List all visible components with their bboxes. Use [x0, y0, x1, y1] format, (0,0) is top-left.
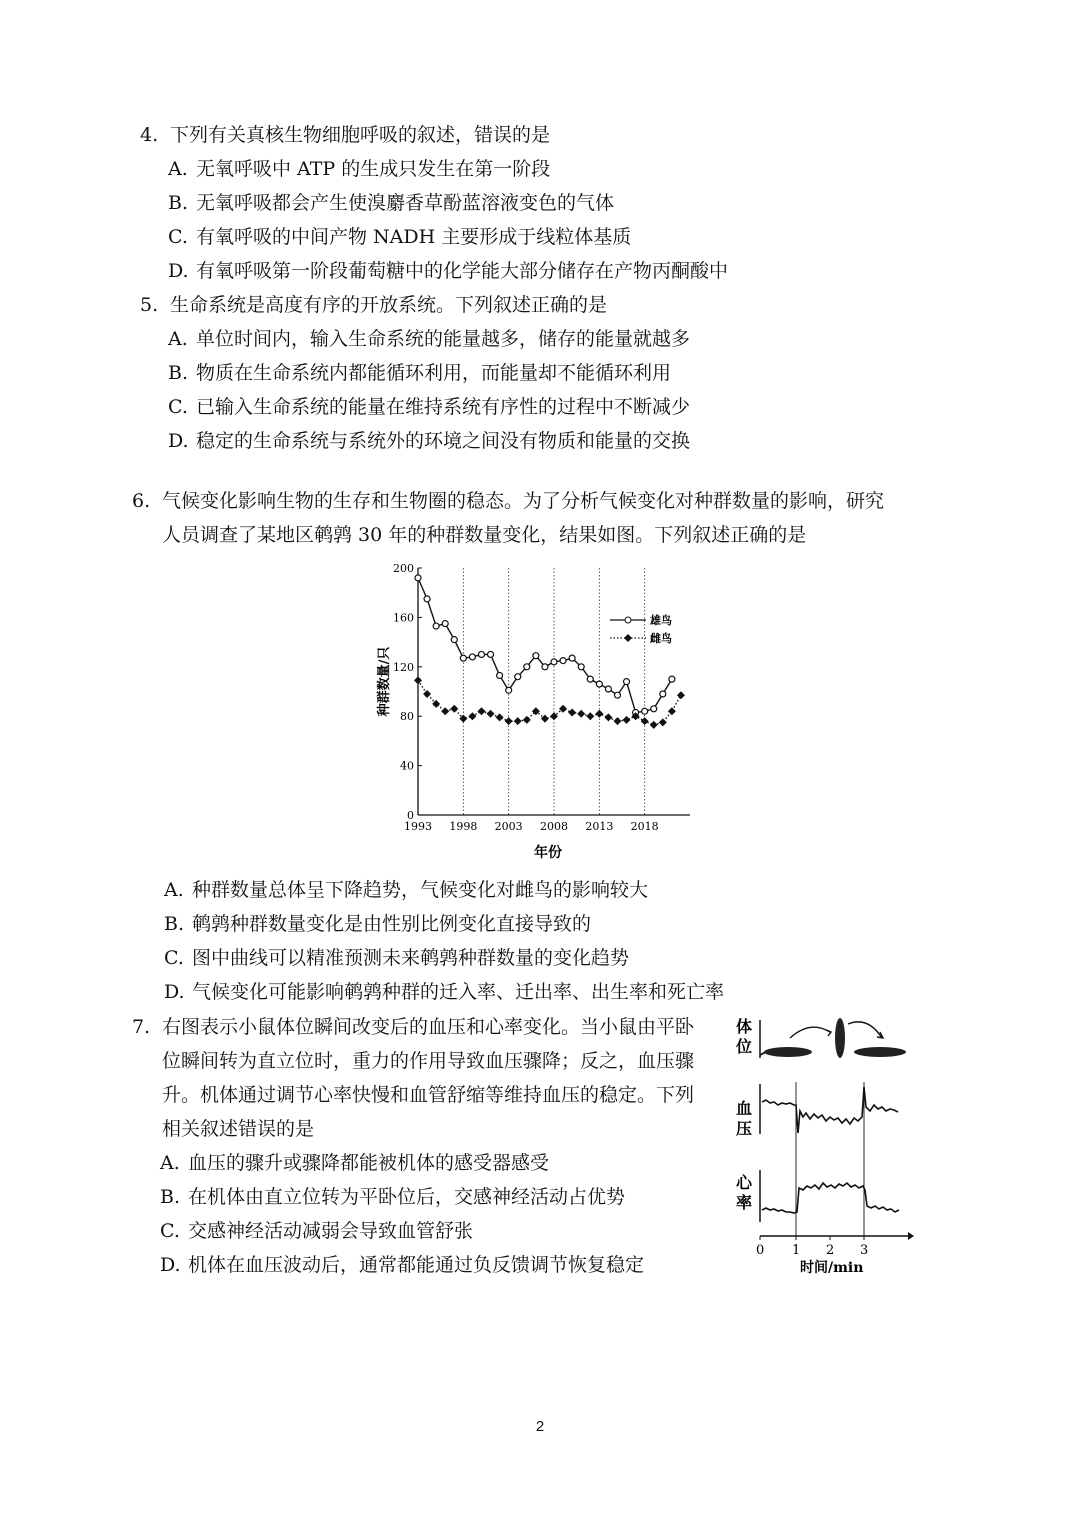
female-point	[623, 716, 631, 724]
hr-label-2: 率	[736, 1193, 753, 1212]
option-c: C. 有氧呼吸的中间产物 NADH 主要形成于线粒体基质	[168, 226, 632, 248]
y-tick-label: 200	[393, 562, 414, 575]
question-number: 6.	[132, 490, 151, 512]
heart-rate-trace	[762, 1183, 899, 1213]
male-point	[424, 596, 430, 602]
y-tick-label: 160	[393, 611, 414, 625]
female-point	[477, 707, 485, 715]
male-point	[478, 651, 484, 657]
female-point	[677, 691, 685, 699]
question-5	[140, 288, 960, 458]
option-b: B. 物质在生命系统内都能循环利用，而能量却不能循环利用	[168, 362, 672, 384]
question-stem: 下列有关真核生物细胞呼吸的叙述，错误的是	[170, 124, 551, 146]
option-a: A. 单位时间内，输入生命系统的能量越多，储存的能量就越多	[168, 328, 691, 350]
legend-marker	[625, 617, 631, 623]
question-7	[132, 1010, 722, 1282]
arrow-to-upright	[790, 1027, 830, 1038]
female-point	[441, 707, 449, 715]
question-stem-line-3: 升。机体通过调节心率快慢和血管舒缩等维持血压的稳定。下列	[162, 1084, 695, 1106]
option-d: D. 机体在血压波动后，通常都能通过负反馈调节恢复稳定	[160, 1254, 645, 1276]
female-point	[577, 710, 585, 718]
female-point	[604, 713, 612, 721]
y-tick-label: 120	[393, 660, 414, 674]
series-line-0	[418, 578, 672, 713]
posture-label-1: 体	[736, 1017, 753, 1036]
male-point	[488, 651, 494, 657]
option-c: C. 已输入生命系统的能量在维持系统有序性的过程中不断减少	[168, 396, 691, 418]
question-number: 5.	[140, 294, 159, 316]
male-point	[578, 664, 584, 670]
female-point	[514, 717, 522, 725]
male-point	[551, 659, 557, 665]
male-point	[614, 692, 620, 698]
male-point	[569, 655, 575, 661]
bp-label-1: 血	[736, 1099, 753, 1118]
male-point	[415, 575, 421, 581]
male-point	[542, 664, 548, 670]
male-point	[596, 681, 602, 687]
female-point	[568, 708, 576, 716]
arrow-to-lying	[848, 1022, 882, 1038]
x-tick-label: 1998	[449, 820, 478, 833]
x-tick-label: 1	[792, 1243, 801, 1258]
male-point	[587, 676, 593, 682]
legend-marker	[624, 634, 632, 642]
male-point	[560, 658, 566, 664]
y-tick-label: 40	[400, 759, 414, 773]
male-point	[460, 655, 466, 661]
question-stem-line-4: 相关叙述错误的是	[162, 1118, 315, 1140]
x-tick-label: 3	[860, 1243, 869, 1258]
male-point	[660, 691, 666, 697]
female-point	[450, 705, 458, 713]
male-point	[651, 706, 657, 712]
option-d: D. 稳定的生命系统与系统外的环境之间没有物质和能量的交换	[168, 430, 691, 452]
female-point	[650, 721, 658, 729]
male-point	[515, 674, 521, 680]
bp-heart-rate-figure	[730, 1010, 915, 1280]
hr-label-1: 心	[736, 1173, 753, 1192]
female-point	[659, 718, 667, 726]
female-point	[505, 717, 513, 725]
option-d: D. 有氧呼吸第一阶段葡萄糖中的化学能大部分储存在产物丙酮酸中	[168, 260, 729, 282]
option-c: C. 图中曲线可以精准预测未来鹌鹑种群数量的变化趋势	[164, 947, 630, 969]
x-tick-label: 2	[826, 1243, 835, 1258]
question-stem-line-1: 气候变化影响生物的生存和生物圈的稳态。为了分析气候变化对种群数量的影响，研究	[162, 490, 885, 512]
male-point	[605, 686, 611, 692]
male-point	[524, 664, 530, 670]
option-b: B. 鹌鹑种群数量变化是由性别比例变化直接导致的	[164, 913, 592, 935]
bp-label-2: 压	[736, 1119, 753, 1138]
x-tick-label: 0	[756, 1243, 765, 1258]
upright-mouse-icon	[835, 1018, 845, 1058]
page-number: 2	[535, 1418, 545, 1435]
female-point	[423, 690, 431, 698]
male-point	[469, 654, 475, 660]
question-number: 4.	[140, 124, 159, 146]
question-stem-line-1: 右图表示小鼠体位瞬间改变后的血压和心率变化。当小鼠由平卧	[162, 1016, 695, 1038]
male-point	[642, 708, 648, 714]
male-point	[533, 653, 539, 659]
female-point	[496, 713, 504, 721]
y-tick-label: 0	[407, 809, 414, 822]
question-4	[140, 118, 960, 288]
population-chart	[370, 560, 700, 870]
female-point	[668, 707, 676, 715]
option-a: A. 血压的骤升或骤降都能被机体的感受器感受	[160, 1152, 550, 1174]
male-point	[506, 687, 512, 693]
male-point	[442, 621, 448, 627]
question-stem-line-2: 位瞬间转为直立位时，重力的作用导致血压骤降；反之，血压骤	[162, 1050, 695, 1072]
legend-label: 雌鸟	[650, 632, 672, 645]
question-6	[132, 484, 932, 552]
y-tick-label: 80	[400, 710, 414, 724]
option-a: A. 无氧呼吸中 ATP 的生成只发生在第一阶段	[168, 158, 551, 180]
male-point	[624, 679, 630, 685]
legend-label: 雄鸟	[650, 614, 672, 627]
female-point	[595, 710, 603, 718]
option-b: B. 无氧呼吸都会产生使溴麝香草酚蓝溶液变色的气体	[168, 192, 615, 214]
female-point	[523, 716, 531, 724]
x-axis-label: 年份	[534, 845, 562, 861]
male-point	[451, 637, 457, 643]
male-point	[433, 623, 439, 629]
option-a: A. 种群数量总体呈下降趋势，气候变化对雌鸟的影响较大	[164, 879, 649, 901]
x-tick-label: 2008	[540, 820, 568, 833]
female-point	[468, 712, 476, 720]
question-stem-line-2: 人员调查了某地区鹌鹑 30 年的种群数量变化，结果如图。下列叙述正确的是	[162, 524, 807, 546]
option-d: D. 气候变化可能影响鹌鹑种群的迁入率、迁出率、出生率和死亡率	[164, 981, 725, 1003]
female-point	[586, 712, 594, 720]
male-point	[669, 676, 675, 682]
option-c: C. 交感神经活动减弱会导致血管舒张	[160, 1220, 474, 1242]
x-tick-label: 2018	[630, 820, 659, 833]
lying-mouse-icon	[760, 1047, 812, 1057]
posture-label-2: 位	[736, 1037, 753, 1056]
female-point	[613, 717, 621, 725]
lying-mouse-icon-2	[854, 1047, 906, 1057]
y-axis-label: 种群数量/只	[377, 646, 392, 717]
question-6-options	[136, 873, 776, 1009]
blood-pressure-trace	[762, 1087, 898, 1133]
female-point	[414, 676, 422, 684]
question-stem: 生命系统是高度有序的开放系统。下列叙述正确的是	[170, 294, 608, 316]
female-point	[487, 710, 495, 718]
option-b: B. 在机体由直立位转为平卧位后，交感神经活动占优势	[160, 1186, 626, 1208]
x-tick-label: 2003	[494, 820, 523, 833]
female-point	[641, 717, 649, 725]
x-tick-label: 2013	[585, 820, 614, 833]
question-number: 7.	[132, 1016, 151, 1038]
x-axis-label: 时间/min	[800, 1260, 864, 1276]
male-point	[497, 672, 503, 678]
series-line-1	[418, 680, 681, 724]
x-tick-label: 1993	[404, 820, 432, 833]
